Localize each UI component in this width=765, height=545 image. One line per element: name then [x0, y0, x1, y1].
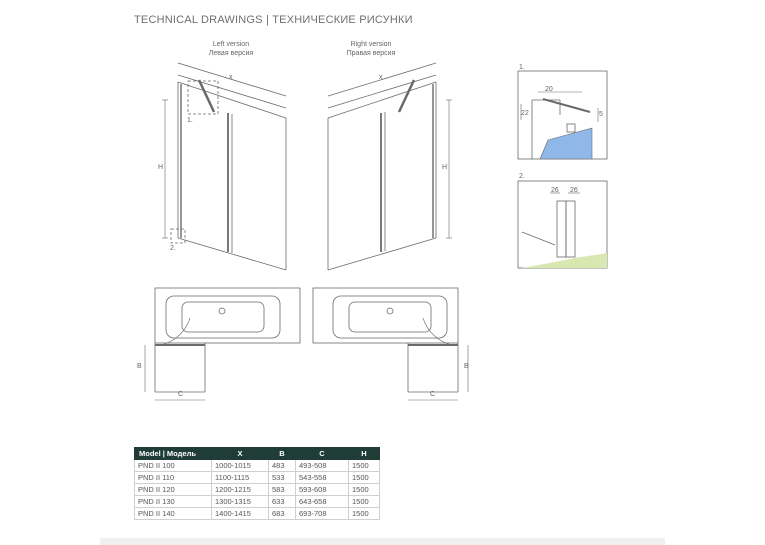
header-h: H: [349, 448, 380, 460]
cell-model: PND II 120: [135, 484, 212, 496]
cell-h: 1500: [349, 472, 380, 484]
table-row: [135, 460, 380, 472]
detail-2: [518, 181, 607, 268]
detail-2-dim-b: 26: [570, 187, 578, 194]
cell-b: 683: [269, 508, 296, 520]
cell-c: 643-658: [296, 496, 349, 508]
cell-x: 1300-1315: [212, 496, 269, 508]
cell-b: 483: [269, 460, 296, 472]
header-model: Model | Модель: [135, 448, 212, 460]
table-row: [135, 472, 380, 484]
table-row: [135, 484, 380, 496]
detail-2-dim-a: 26: [551, 187, 559, 194]
dim-b-left: B: [137, 363, 142, 370]
callout-one: 1.: [187, 117, 193, 124]
table-row: [135, 496, 380, 508]
page-title: TECHNICAL DRAWINGS | ТЕХНИЧЕСКИЕ РИСУНКИ: [134, 14, 413, 26]
cell-h: 1500: [349, 460, 380, 472]
cell-model: PND II 100: [135, 460, 212, 472]
cell-h: 1500: [349, 508, 380, 520]
detail-1-dim-a: 20: [545, 86, 553, 93]
cell-b: 583: [269, 484, 296, 496]
callout-two: 2.: [170, 245, 176, 252]
cell-model: PND II 110: [135, 472, 212, 484]
header-c: C: [296, 448, 349, 460]
left-version-plan: [145, 288, 300, 400]
header-b: B: [269, 448, 296, 460]
footer-band: [100, 538, 665, 545]
cell-x: 1400-1415: [212, 508, 269, 520]
cell-x: 1000-1015: [212, 460, 269, 472]
cell-c: 493-508: [296, 460, 349, 472]
cell-c: 693-708: [296, 508, 349, 520]
cell-h: 1500: [349, 496, 380, 508]
dim-h-left: H: [158, 164, 164, 171]
dim-x-left: x: [229, 74, 233, 81]
table-row: [135, 508, 380, 520]
left-version-elevation: [162, 63, 286, 270]
detail-1-dim-b: 22: [521, 110, 529, 117]
detail-2-label: 2.: [519, 173, 525, 180]
cell-b: 633: [269, 496, 296, 508]
right-version-elevation: [328, 63, 452, 270]
dim-c-left: C: [178, 391, 184, 398]
header-x: X: [212, 448, 269, 460]
cell-model: PND II 140: [135, 508, 212, 520]
cell-b: 533: [269, 472, 296, 484]
right-version-label: Right version Правая версия: [346, 41, 396, 57]
left-version-label: Left version Левая версия: [208, 41, 254, 57]
right-version-plan: [313, 288, 468, 400]
cell-x: 1100-1115: [212, 472, 269, 484]
dim-x-right: x: [379, 74, 383, 81]
dim-b-right: B: [464, 363, 469, 370]
cell-c: 593-608: [296, 484, 349, 496]
cell-c: 543-558: [296, 472, 349, 484]
detail-1-dim-c: 5: [599, 111, 603, 118]
dim-c-right: C: [430, 391, 436, 398]
cell-x: 1200-1215: [212, 484, 269, 496]
table-header-row: [135, 448, 380, 460]
specification-table: [134, 447, 380, 520]
cell-h: 1500: [349, 484, 380, 496]
dim-h-right: H: [442, 164, 448, 171]
cell-model: PND II 130: [135, 496, 212, 508]
detail-1-label: 1.: [519, 64, 525, 71]
